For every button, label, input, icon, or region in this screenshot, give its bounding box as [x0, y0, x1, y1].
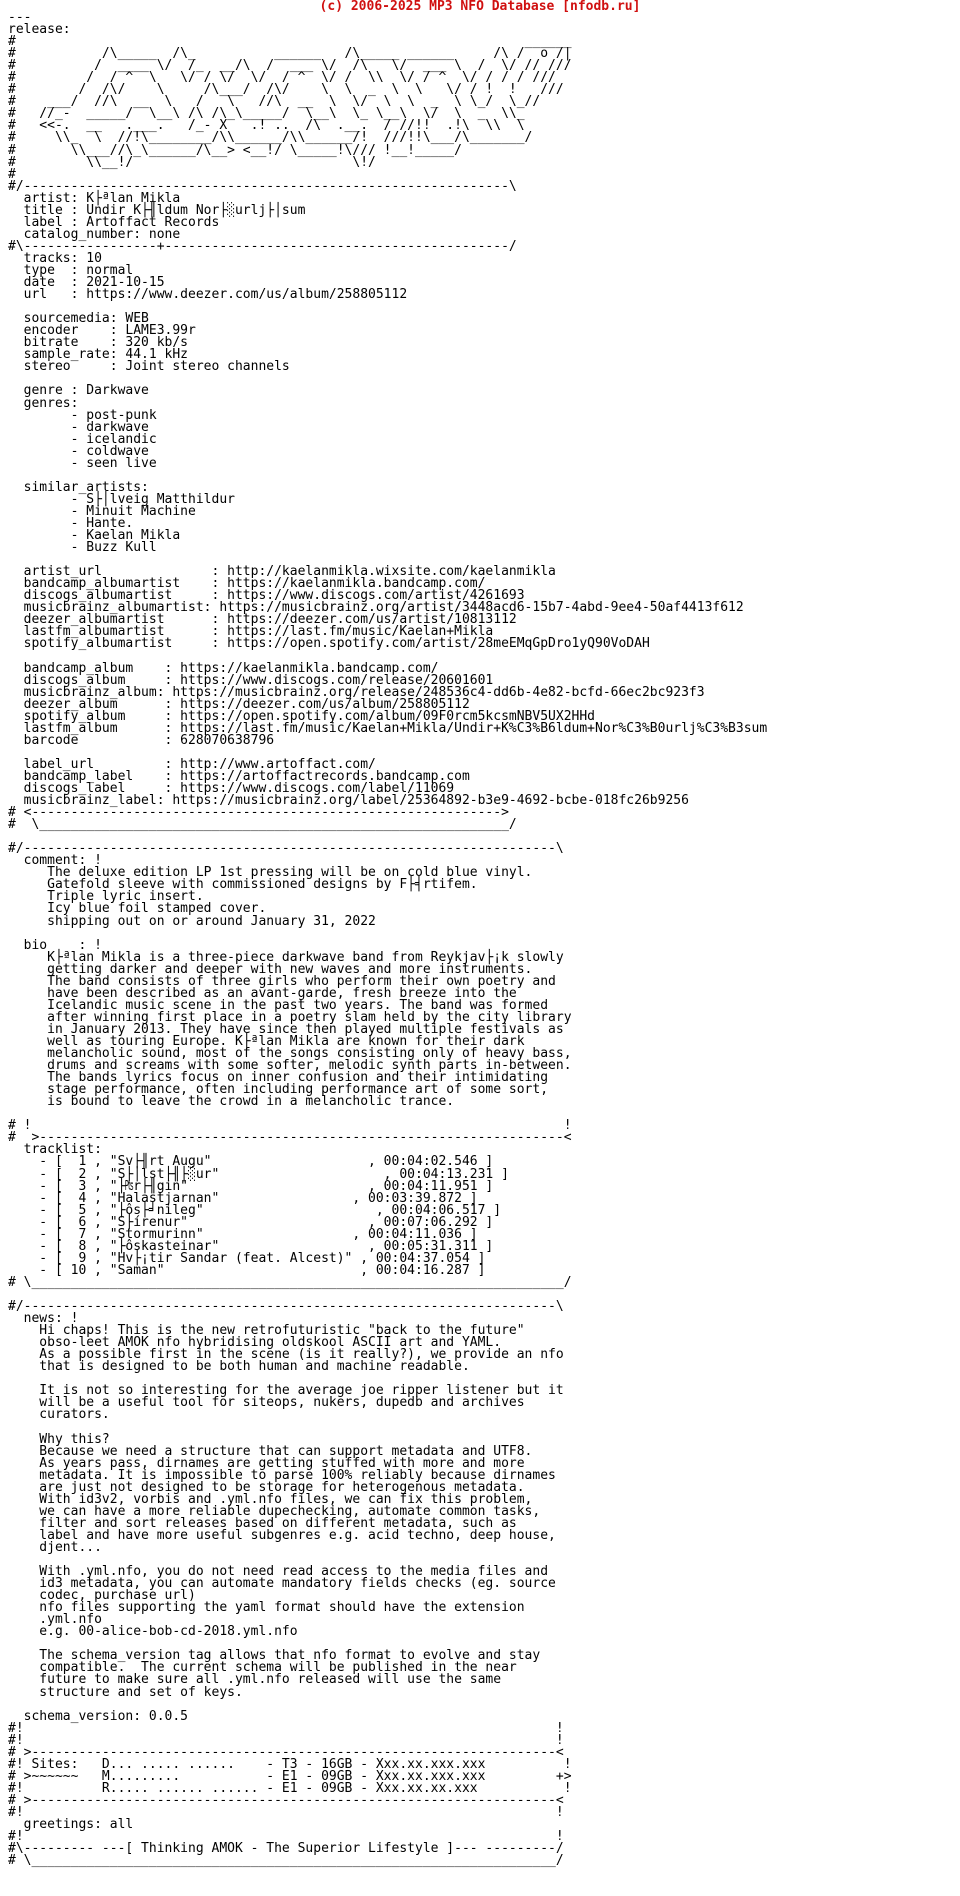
copyright-banner: (c) 2006-2025 MP3 NFO Database [nfodb.ru] — [319, 0, 641, 14]
nfo-document-text: --- release: # ______ # /\_____ /\_ ______ /\_____ ______ /\ / o /| # / ____ \/ /_ __/\ / ___ \/ /\ \/ ___ \ / \/ // /// # / / ^ \ \/ / \/ \/ / ^ \/ / \\ \/ / ^ \/ / / / /// # / /\/ \ /\___/ /\/ \ \ _ \ \ \/ / ! ! /// # ___/ //\ __ \ / \ //\ __ \ \/ \ \ _ \ \_/ \_// # //_- _____/ \__\ /\ /\_\_____/ \__\ \_ \__\ \/ \ _ \\_ # <<-. __ .___. /_- X .! .. /\ .__. / //!! .!\ \\ \ # \\_ \ //!\________/\\______/\\______/! ///!!\___/\_______/ # \\___//\_\______/\__> <__!/ \_____!\/// !__!_____/ # \\__!/ \!/ # #/--------------------------------------------------------------\ artist: K├ªlan Mikla title : Undir K├╢ldum Nor├░urlj├│sum label : Artoffact Records catalog_number: none #\-----------------+--------------------------------------------/ tracks: 10 type : normal date : 2021-10-15 url : https://www.deezer.com/us/album/258805112 sourcemedia: WEB encoder : LAME3.99r bitrate : 320 kb/s sample_rate: 44.1 kHz stereo : Joint stereo channels genre : Darkwave genres: - post-punk - darkwave - icelandic - coldwave - seen live similar_artists: - S├│lveig Matthildur - Minuit Machine - Hante. - Kaelan Mikla - Buzz Kull artist_url : http://kaelanmikla.wixsite.com/kaelanmikla bandcamp_albumartist : https://kaelanmikla.bandcamp.com/ discogs_albumartist : https://www.discogs.com/artist/4261693 musicbrainz_albumartist: https://musicbrainz.org/artist/3448acd6-15b7-4abd-9ee4-50af4413f612 deezer_albumartist : https://deezer.com/us/artist/10813112 lastfm_albumartist : https://last.fm/music/Kaelan+Mikla spotify_albumartist : https://open.spotify.com/artist/28meEMqGpDro1yQ90VoDAH bandcamp_album : https://kaelanmikla.bandcamp.com/ discogs_album : https://www.discogs.com/release/20601601 musicbrainz_album: https://musicbrainz.org/release/248536c4-dd6b-4e82-bcfd-66ec2bc923f3 deezer_album : https://deezer.com/us/album/258805112 spotify_album : https://open.spotify.com/album/09F0rcm5kcsmNBV5UX2HHd lastfm_album : https://last.fm/music/Kaelan+Mikla/Undir+K%C3%B6ldum+Nor%C3%B0urlj%C3%B3sum barcode : 628070638796 label_url : http://www.artoffact.com/ bandcamp_label : https://artoffactrecords.bandcamp.com discogs_label : https://www.discogs.com/label/11069 musicbrainz_label: https://musicbrainz.org/label/25364892-b3e9-4692-bcbe-018fc26b9256 # <------------------------------------------------------------> # \____________________________________________________________/ #/--------------------------------------------------------------------\ comment: ! The deluxe edition LP 1st pressing will be on cold blue vinyl. Gatefold sleeve with commissioned designs by F├╡rtifem. Triple lyric insert. Icy blue foil stamped cover. shipping out on or around January 31, 2022 bio : ! K├ªlan Mikla is a three-piece darkwave band from Reykjav├¡k slowly getting darker and deeper with new waves and more instruments. The band consists of three girls who perform their own poetry and have been described as an avant-garde, fresh breeze into the Icelandic music scene in the past two years. The band was formed after winning first place in a poetry slam held by the city library in January 2013. They have since then played multiple festivals as well as touring Europe. K├ªlan Mikla are known for their dark melancholic sound, most of the songs consisting only of heavy bass, drums and screams with some softer, melodic synth parts in-between. The bands lyrics focus on inner confusion and their intimidating stage performance, often including performance art of some sort, is bound to leave the crowd in a melancholic trance. # ! ! # >-------------------------------------------------------------------< tracklist: - [ 1 , "Sv├╢rt Augu" , 00:04:02.546 ] - [ 2 , "S├│lst├╢├░ur" , 00:04:13.231 ] - [ 3 , "├₧r├╢gin" , 00:04:11.951 ] - [ 4 , "Halastjarnan" , 00:03:39.872 ] - [ 5 , "├ôs├╛nileg" , 00:04:06.517 ] - [ 6 , "S├írenur" , 00:07:06.292 ] - [ 7 , "Stormurinn" , 00:04:11.036 ] - [ 8 , "├ôskasteinar" , 00:05:31.311 ] - [ 9 , "Hv├¡tir Sandar (feat. Alcest)" , 00:04:37.054 ] - [ 10 , "Saman" , 00:04:16.287 ] # \____________________________________________________________________/ #/--------------------------------------------------------------------\ news: ! Hi chaps! This is the new retrofuturistic "back to the future" obso-leet AMOK nfo hybridising oldskool ASCII art and YAML. As a possible first in the scene (is it really?), we provide an nfo that is designed to be both human and machine readable. It is not so interesting for the average joe ripper listener but it will be a useful tool for siteops, nukers, dupedb and archives curators. Why this? Because we need a structure that can support metadata and UTF8. As years pass, dirnames are getting stuffed with more and more metadata. It is impossible to parse 100% reliably because dirnames are just not designed to be storage for heterogenous metadata. With id3v2, vorbis and .yml.nfo files, we can fix this problem, we can have a more reliable dupechecking, automate common tasks, filter and sort releases based on different metadata, such as label and have more useful subgenres e.g. acid techno, deep house, djent... With .yml.nfo, you do not need read access to the media files and id3 metadata, you can automate mandatory fields checks (eg. source codec, purchase url) nfo files supporting the yaml format should have the extension .yml.nfo e.g. 00-alice-bob-cd-2018.yml.nfo The schema_version tag allows that nfo format to evolve and stay compatible. The current schema will be published in the near future to make sure all .yml.nfo released will use the same structure and set of keys. schema_version: 0.0.5 #! ! #! ! # >-------------------------------------------------------------------< #! Sites: D... ..... ...... - T3 - 16GB - Xxx.xx.xxx.xxx ! # >~~~~~~ M......... - E1 - 09GB - Xxx.xx.xxx.xxx +> #! R..... ...... ...... - E1 - 09GB - Xxx.xx.xx.xxx ! # >-------------------------------------------------------------------< #! ! greetings: all #! ! #\--------- ---[ Thinking AMOK - The Superior Lifestyle ]--- ---------/ # \___________________________________________________________________/ — [8, 10, 768, 1869]
